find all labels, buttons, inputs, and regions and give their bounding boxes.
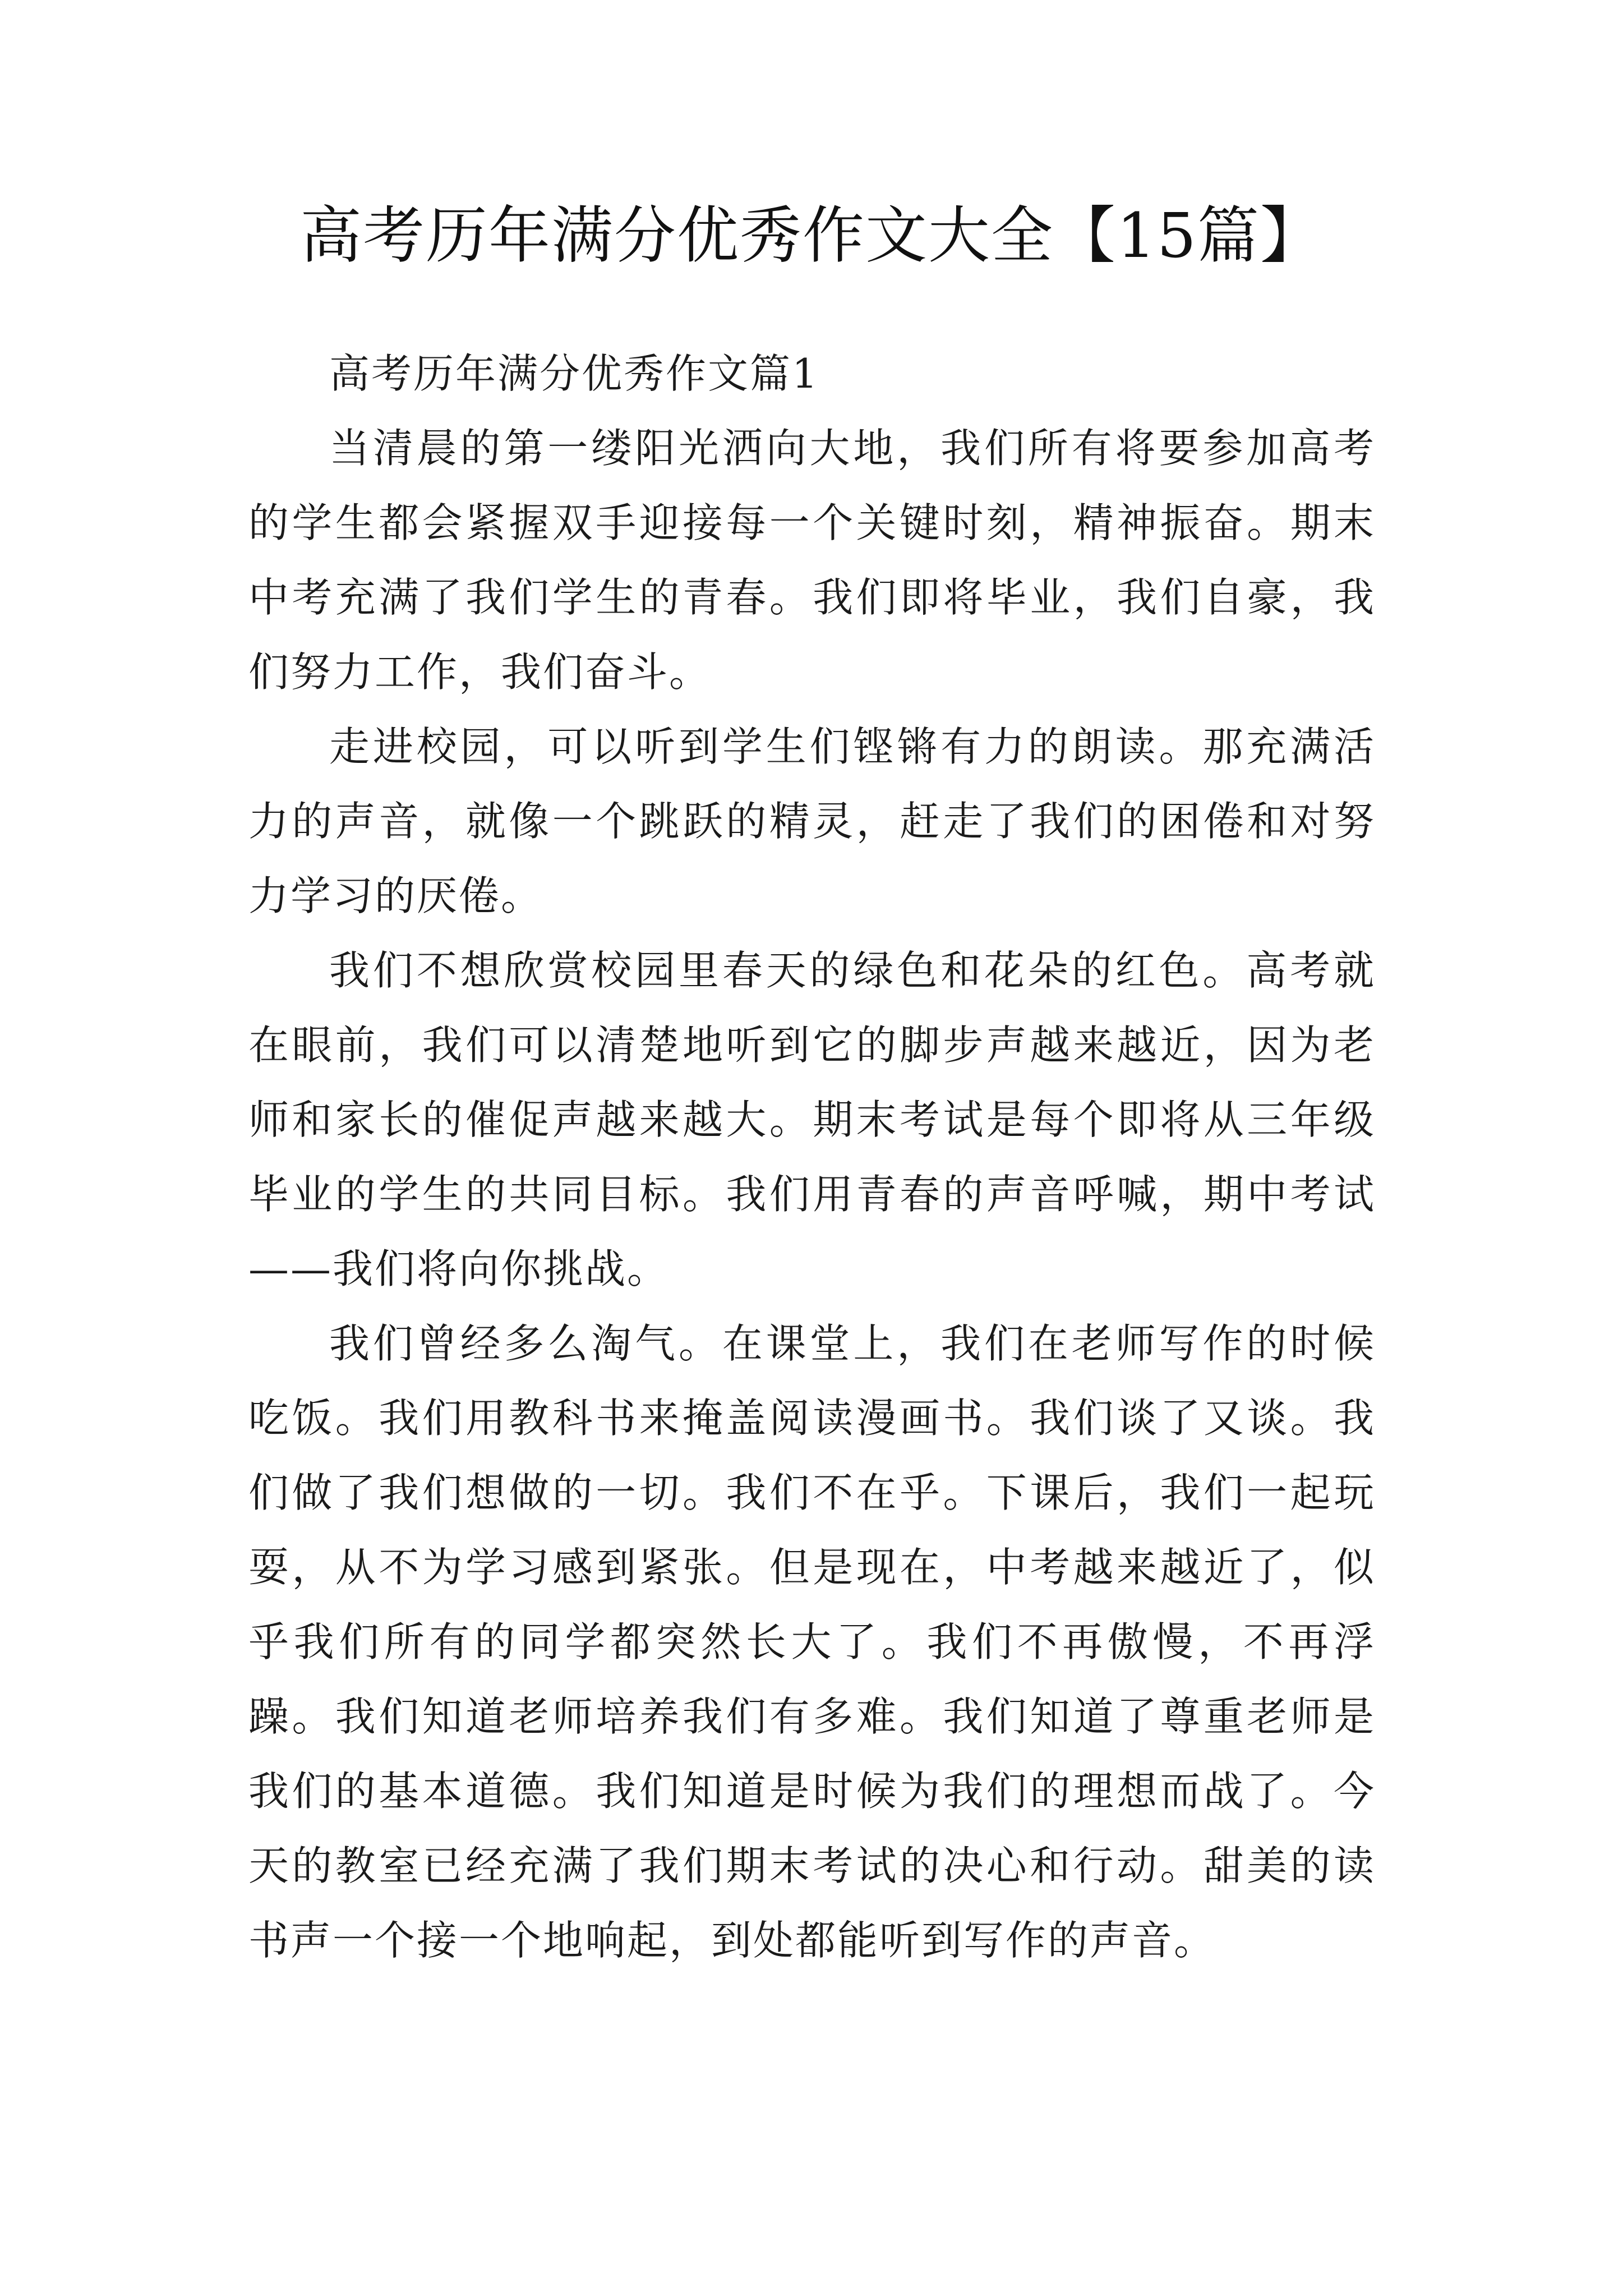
document-body bbox=[248, 337, 1376, 1978]
paragraph-2: 走进校园，可以听到学生们铿锵有力的朗读。那充满活力的声音，就像一个跳跃的精灵，赶走了我们的困倦和对努力学习的厌倦。 bbox=[248, 723, 1376, 919]
paragraph-1: 当清晨的第一缕阳光洒向大地，我们所有将要参加高考的学生都会紧握双手迎接每一个关键时刻，精神振奋。期末中考充满了我们学生的青春。我们即将毕业，我们自豪，我们努力工作，我们奋斗。 bbox=[248, 425, 1376, 696]
paragraph-4: 我们曾经多么淘气。在课堂上，我们在老师写作的时候吃饭。我们用教科书来掩盖阅读漫画书。我们谈了又谈。我们做了我们想做的一切。我们不在乎。下课后，我们一起玩耍，从不为学习感到紧张。但是现在，中考越来越近了，似乎我们所有的同学都突然长大了。我们不再傲慢，不再浮躁。我们知道老师培养我们有多难。我们知道了尊重老师是我们的基本道德。我们知道是时候为我们的理想而战了。今天的教室已经充满了我们期末考试的决心和行动。甜美的读书声一个接一个地响起，到处都能听到写作的声音。 bbox=[248, 1320, 1376, 1964]
paragraph-3: 我们不想欣赏校园里春天的绿色和花朵的红色。高考就在眼前，我们可以清楚地听到它的脚步声越来越近，因为老师和家长的催促声越来越大。期末考试是每个即将从三年级毕业的学生的共同目标。我们用青春的声音呼喊，期中考试——我们将向你挑战。 bbox=[248, 947, 1376, 1292]
section-heading: 高考历年满分优秀作文篇1 bbox=[329, 350, 819, 397]
document-title: 高考历年满分优秀作文大全【15篇】 bbox=[300, 200, 1323, 272]
